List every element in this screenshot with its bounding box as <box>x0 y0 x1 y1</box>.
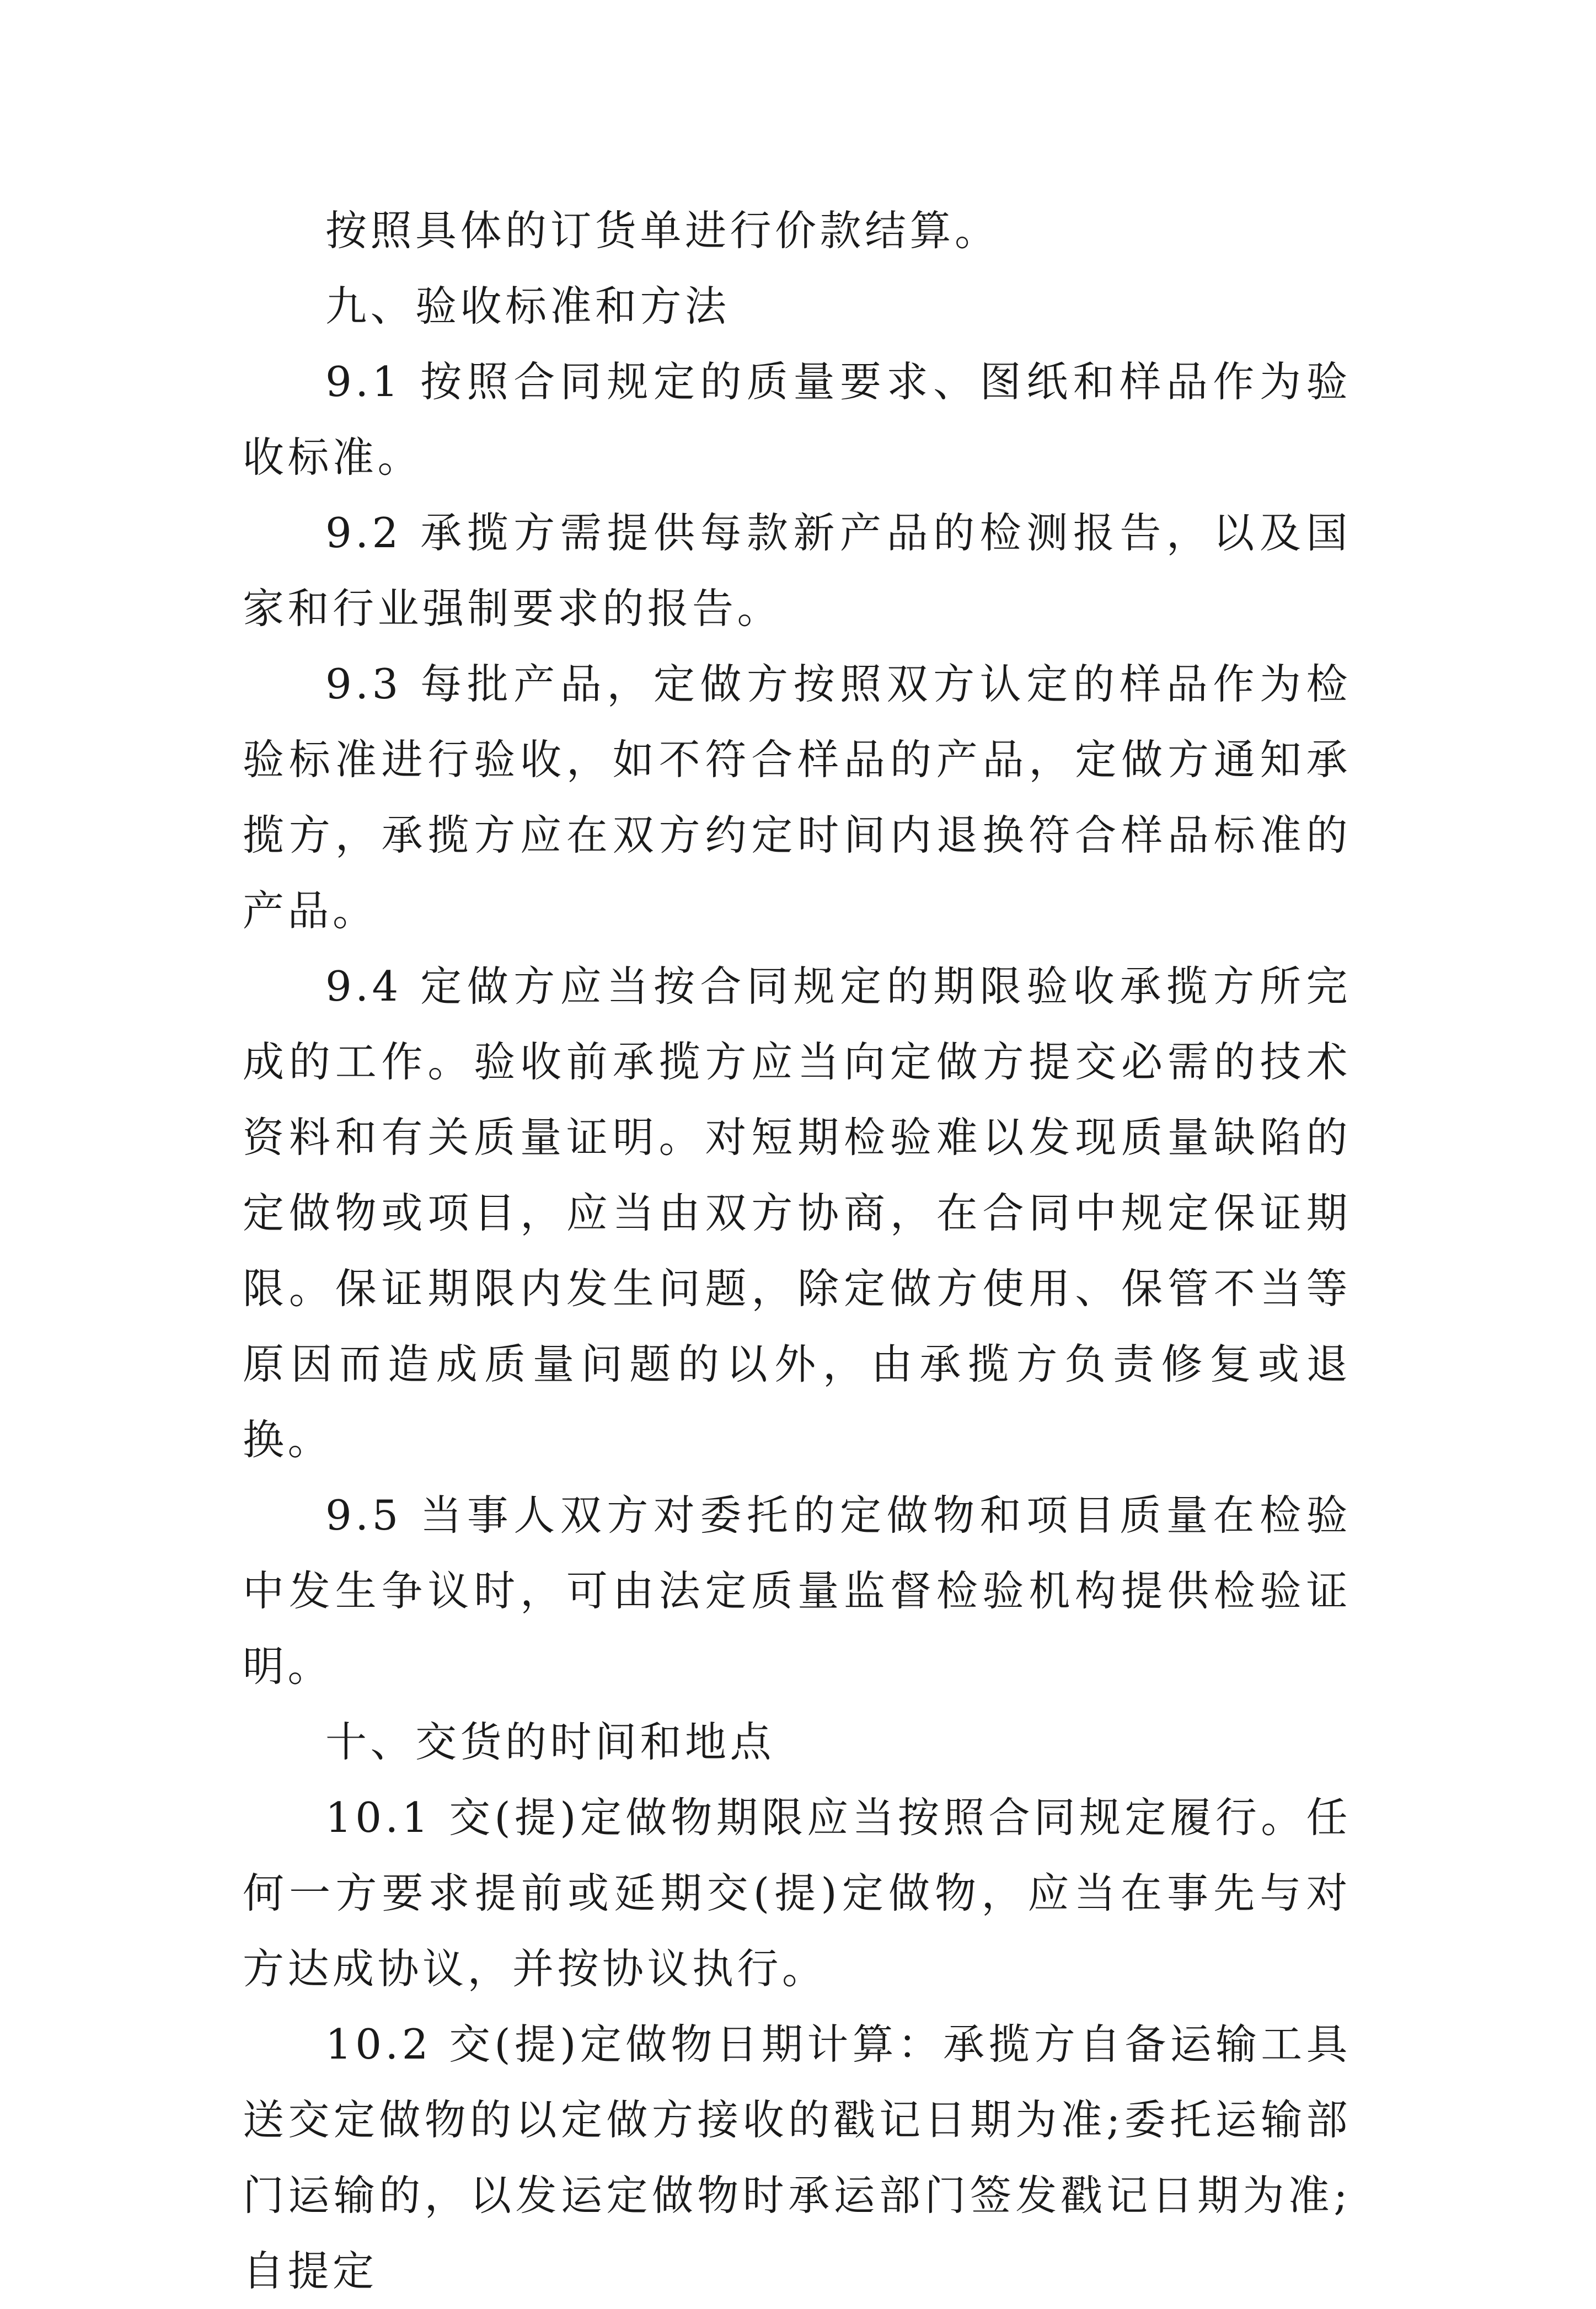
paragraph-9-5: 9.5 当事人双方对委托的定做物和项目质量在检验中发生争议时，可由法定质量监督检验机构提供检验证明。 <box>243 1491 1351 1691</box>
paragraph-9-2: 9.2 承揽方需提供每款新产品的检测报告，以及国家和行业强制要求的报告。 <box>243 509 1351 633</box>
paragraph-10-2: 10.2 交(提)定做物日期计算：承揽方自备运输工具送交定做物的以定做方接收的戳记日期为准;委托运输部门运输的，以发运定做物时承运部门签发戳记日期为准;自提定 <box>243 2020 1351 2295</box>
document-body <box>243 193 1351 2309</box>
paragraph-9-3: 9.3 每批产品，定做方按照双方认定的样品作为检验标准进行验收，如不符合样品的产品，定做方通知承揽方，承揽方应在双方约定时间内退换符合样品标准的产品。 <box>243 660 1351 935</box>
paragraph-9-1: 9.1 按照合同规定的质量要求、图纸和样品作为验收标准。 <box>243 357 1351 482</box>
paragraph-9-4: 9.4 定做方应当按合同规定的期限验收承揽方所完成的工作。验收前承揽方应当向定做方提交必需的技术资料和有关质量证明。对短期检验难以发现质量缺陷的定做物或项目，应当由双方协商，在合同中规定保证期限。保证期限内发生问题，除定做方使用、保管不当等原因而造成质量问题的以外，由承揽方负责修复或退换。 <box>243 962 1351 1464</box>
paragraph-settlement: 按照具体的订货单进行价款结算。 <box>325 206 1000 255</box>
heading-section-10: 十、交货的时间和地点 <box>325 1718 775 1766</box>
paragraph-10-1: 10.1 交(提)定做物期限应当按照合同规定履行。任何一方要求提前或延期交(提)定做物，应当在事先与对方达成协议，并按协议执行。 <box>243 1793 1351 1993</box>
heading-section-9: 九、验收标准和方法 <box>325 282 730 330</box>
